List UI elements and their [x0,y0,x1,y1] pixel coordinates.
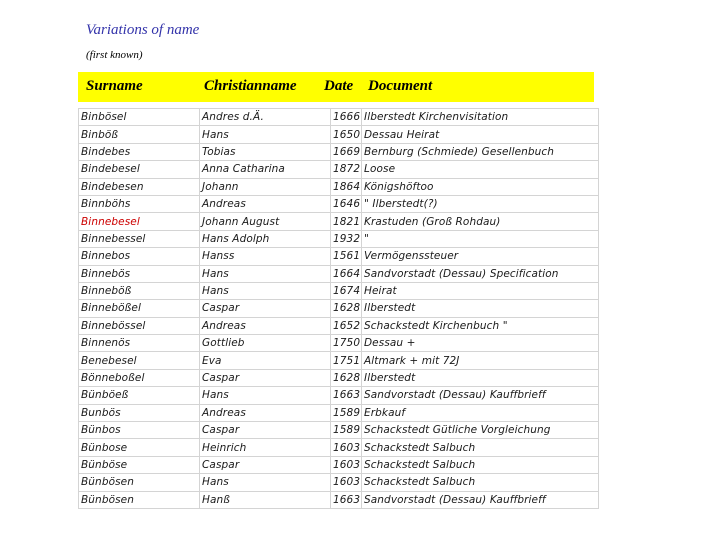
date-cell: 1750 [331,335,362,352]
christianname-cell: Heinrich [200,439,331,456]
table-row [79,230,599,247]
date-cell: 1603 [331,474,362,491]
document-cell: Loose [362,161,599,178]
document-cell: Sandvorstadt (Dessau) Kauffbrieff [362,491,599,508]
date-cell: 1652 [331,317,362,334]
table-row [79,248,599,265]
christianname-cell: Johann August [200,213,331,230]
christianname-cell: Caspar [200,456,331,473]
surname-cell: Bönneboßel [79,369,200,386]
document-cell: Schackstedt Salbuch [362,474,599,491]
date-cell: 1669 [331,143,362,160]
date-cell: 1650 [331,126,362,143]
document-cell: Schackstedt Salbuch [362,439,599,456]
christianname-cell: Caspar [200,369,331,386]
christianname-cell: Andreas [200,317,331,334]
document-cell: Königshöftoo [362,178,599,195]
date-cell: 1932 [331,230,362,247]
surname-cell: Bünböeß [79,387,200,404]
page-subtitle: (first known) [86,49,143,61]
table-row [79,109,599,126]
surname-cell: Benebesel [79,352,200,369]
christianname-cell: Hans [200,474,331,491]
document-cell: " [362,230,599,247]
christianname-cell: Caspar [200,300,331,317]
surname-cell: Binnebößel [79,300,200,317]
surname-cell: Binnebos [79,248,200,265]
table-row [79,387,599,404]
christianname-cell: Hanß [200,491,331,508]
document-cell: Heirat [362,282,599,299]
table-row [79,195,599,212]
document-cell: " Ilberstedt(?) [362,195,599,212]
surname-cell: Bünbösen [79,491,200,508]
table-row [79,474,599,491]
date-cell: 1674 [331,282,362,299]
table-row [79,456,599,473]
document-cell: Ilberstedt [362,300,599,317]
christianname-cell: Andreas [200,195,331,212]
table-row [79,300,599,317]
document-cell: Krastuden (Groß Rohdau) [362,213,599,230]
surname-cell: Binnebös [79,265,200,282]
surname-cell: Bünböse [79,456,200,473]
table-body [79,109,599,509]
christianname-cell: Gottlieb [200,335,331,352]
surname-cell: Binnböhs [79,195,200,212]
header-surname: Surname [86,78,143,94]
table-row [79,422,599,439]
date-cell: 1864 [331,178,362,195]
document-cell: Dessau Heirat [362,126,599,143]
document-cell: Schackstedt Gütliche Vorgleichung [362,422,599,439]
document-cell: Dessau + [362,335,599,352]
christianname-cell: Hans [200,126,331,143]
surname-cell: Binböß [79,126,200,143]
table-row [79,404,599,421]
table-row [79,161,599,178]
table-row [79,352,599,369]
surname-cell: Bunbös [79,404,200,421]
surname-cell: Binneböß [79,282,200,299]
surname-cell: Bünbösen [79,474,200,491]
surname-cell: Bünbose [79,439,200,456]
date-cell: 1666 [331,109,362,126]
header-date: Date [324,78,354,94]
surname-cell: Bindebes [79,143,200,160]
surname-cell: Bindebesen [79,178,200,195]
header-christianname: Christianname [204,78,297,94]
christianname-cell: Anna Catharina [200,161,331,178]
page-title: Variations of name [86,22,200,38]
date-cell: 1751 [331,352,362,369]
table-row [79,213,599,230]
document-cell: Vermögenssteuer [362,248,599,265]
document-cell: Altmark + mit 72J [362,352,599,369]
surname-cell: Binnebessel [79,230,200,247]
christianname-cell: Eva [200,352,331,369]
surname-cell: Bindebesel [79,161,200,178]
column-header-band [78,72,594,102]
date-cell: 1646 [331,195,362,212]
table-row [79,491,599,508]
date-cell: 1872 [331,161,362,178]
date-cell: 1664 [331,265,362,282]
date-cell: 1589 [331,422,362,439]
christianname-cell: Andreas [200,404,331,421]
date-cell: 1603 [331,439,362,456]
table-row [79,143,599,160]
surname-cell: Binnebesel [79,213,200,230]
christianname-cell: Hans [200,282,331,299]
surname-cell: Binbösel [79,109,200,126]
table-row [79,265,599,282]
document-cell: Erbkauf [362,404,599,421]
date-cell: 1663 [331,491,362,508]
christianname-cell: Tobias [200,143,331,160]
surname-cell: Bünbos [79,422,200,439]
christianname-cell: Johann [200,178,331,195]
date-cell: 1663 [331,387,362,404]
date-cell: 1628 [331,369,362,386]
table-row [79,317,599,334]
date-cell: 1561 [331,248,362,265]
date-cell: 1628 [331,300,362,317]
table-row [79,369,599,386]
document-cell: Sandvorstadt (Dessau) Specification [362,265,599,282]
date-cell: 1589 [331,404,362,421]
table-row [79,126,599,143]
date-cell: 1821 [331,213,362,230]
surname-cell: Binnenös [79,335,200,352]
christianname-cell: Caspar [200,422,331,439]
document-cell: Bernburg (Schmiede) Gesellenbuch [362,143,599,160]
header-document: Document [368,78,433,94]
christianname-cell: Hanss [200,248,331,265]
table-row [79,282,599,299]
document-cell: Sandvorstadt (Dessau) Kauffbrieff [362,387,599,404]
document-cell: Ilberstedt Kirchenvisitation [362,109,599,126]
christianname-cell: Hans [200,387,331,404]
name-variations-table [78,108,599,509]
table-row [79,178,599,195]
document-cell: Ilberstedt [362,369,599,386]
table-row [79,439,599,456]
christianname-cell: Hans Adolph [200,230,331,247]
surname-cell: Binnebössel [79,317,200,334]
document-cell: Schackstedt Kirchenbuch " [362,317,599,334]
date-cell: 1603 [331,456,362,473]
document-cell: Schackstedt Salbuch [362,456,599,473]
christianname-cell: Andres d.Ä. [200,109,331,126]
table-row [79,335,599,352]
christianname-cell: Hans [200,265,331,282]
